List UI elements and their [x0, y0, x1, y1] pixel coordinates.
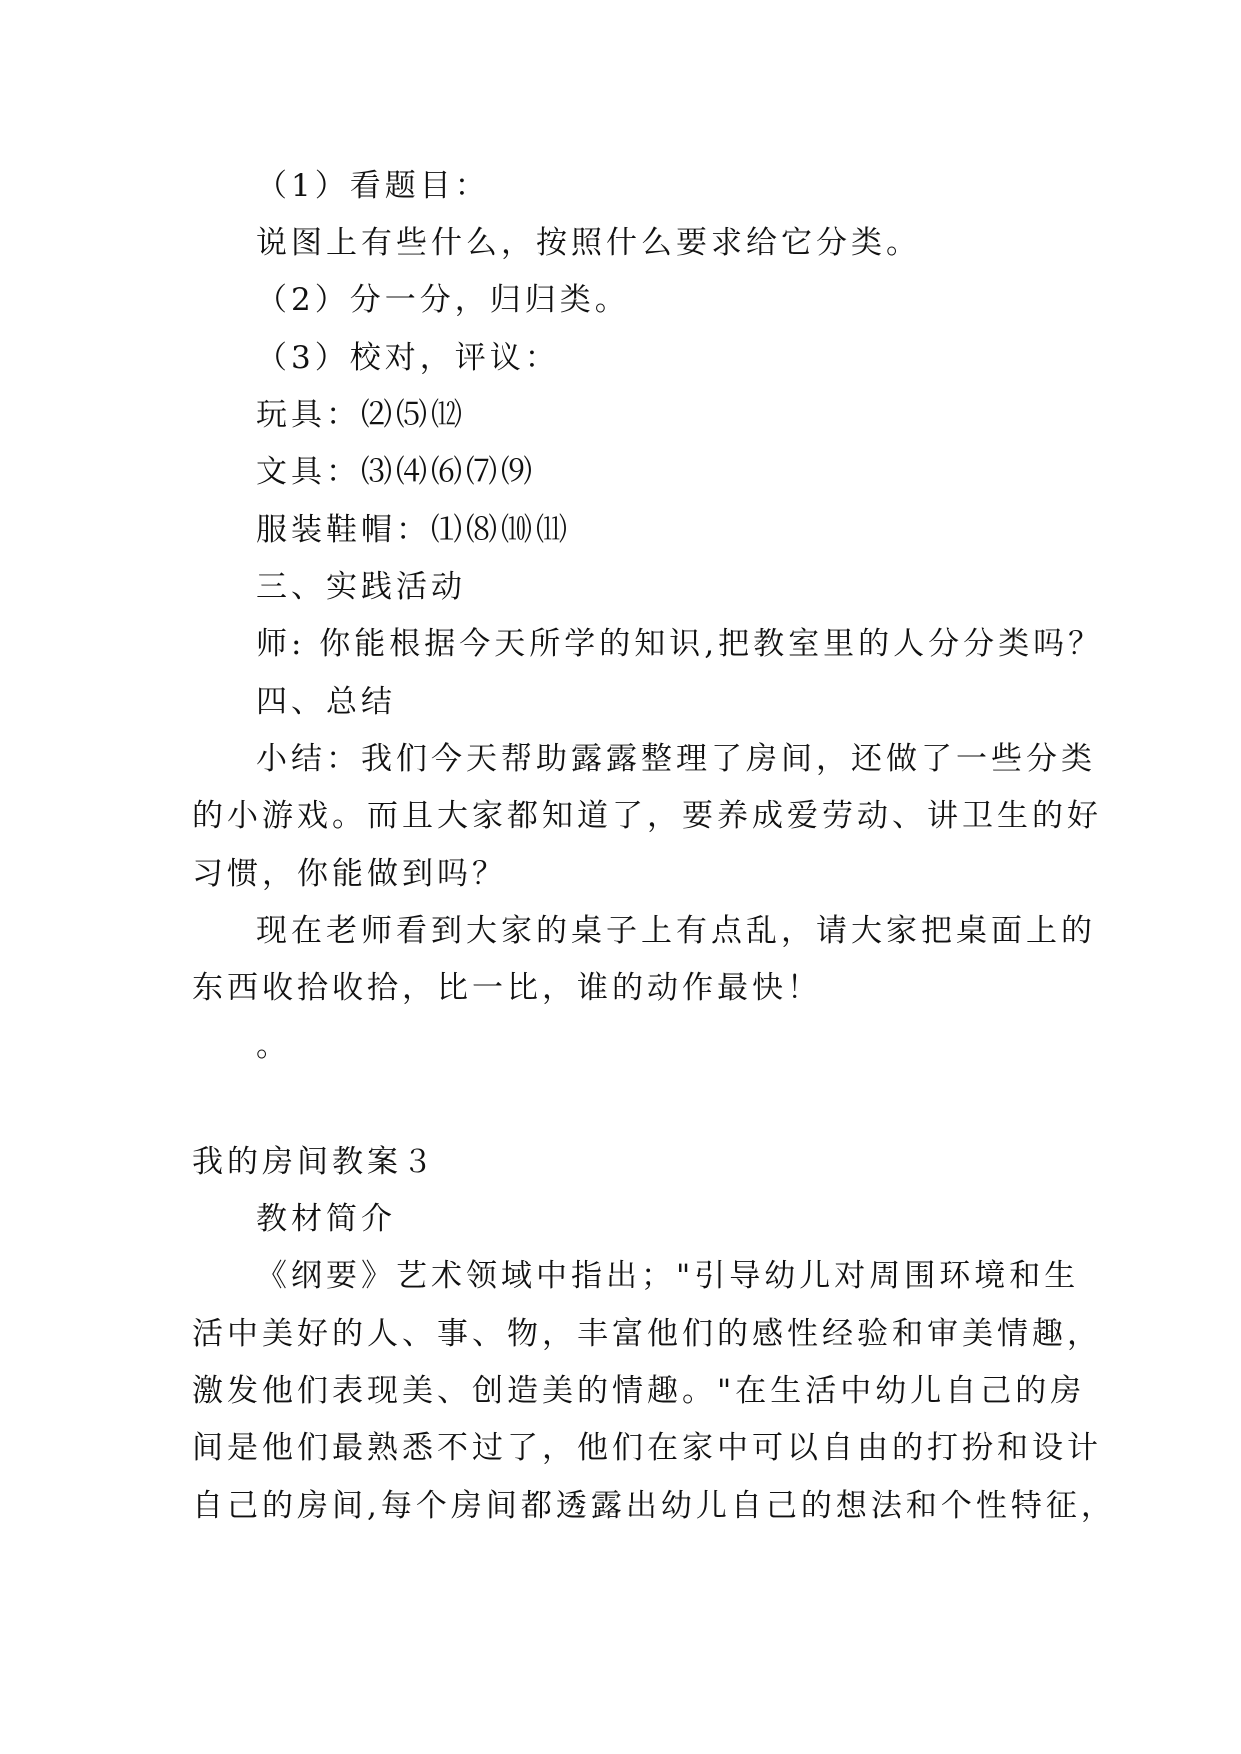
lesson-plan-title: 我的房间教案３ — [192, 1144, 437, 1180]
intro-line-1: 《纲要》艺术领域中指出；"引导幼儿对周围环境和生 — [256, 1258, 1080, 1294]
section-4-heading: 四、总结 — [256, 684, 396, 720]
intro-line-2: 活中美好的人、事、物，丰富他们的感性经验和审美情趣， — [192, 1316, 1102, 1352]
stationery-list: 文具：⑶⑷⑹⑺⑼ — [256, 454, 536, 490]
summary-line-3: 习惯，你能做到吗？ — [192, 856, 507, 892]
trailing-period: 。 — [256, 1028, 291, 1064]
clothing-list: 服装鞋帽：⑴⑻⑽⑾ — [256, 512, 571, 548]
section-3-heading: 三、实践活动 — [256, 569, 466, 605]
toys-list: 玩具：⑵⑸⑿ — [256, 397, 466, 433]
step-1-text: 说图上有些什么，按照什么要求给它分类。 — [256, 225, 921, 261]
intro-line-4: 间是他们最熟悉不过了，他们在家中可以自由的打扮和设计 — [192, 1430, 1102, 1466]
summary-line-1: 小结：我们今天帮助露露整理了房间，还做了一些分类 — [256, 741, 1096, 777]
intro-line-3: 激发他们表现美、创造美的情趣。"在生活中幼儿自己的房 — [192, 1373, 1086, 1409]
step-2-heading: （2）分一分，归归类。 — [256, 282, 630, 318]
tidy-line-2: 东西收拾收拾，比一比，谁的动作最快！ — [192, 970, 822, 1006]
intro-line-5: 自己的房间,每个房间都透露出幼儿自己的想法和个性特征， — [192, 1488, 1116, 1524]
summary-line-2: 的小游戏。而且大家都知道了，要养成爱劳动、讲卫生的好 — [192, 798, 1102, 834]
step-3-heading: （3）校对，评议： — [256, 340, 560, 376]
material-intro-heading: 教材简介 — [256, 1201, 396, 1237]
teacher-question: 师: 你能根据今天所学的知识,把教室里的人分分类吗？ — [256, 626, 1104, 662]
tidy-line-1: 现在老师看到大家的桌子上有点乱，请大家把桌面上的 — [256, 913, 1096, 949]
step-1-heading: （1）看题目： — [256, 168, 490, 204]
